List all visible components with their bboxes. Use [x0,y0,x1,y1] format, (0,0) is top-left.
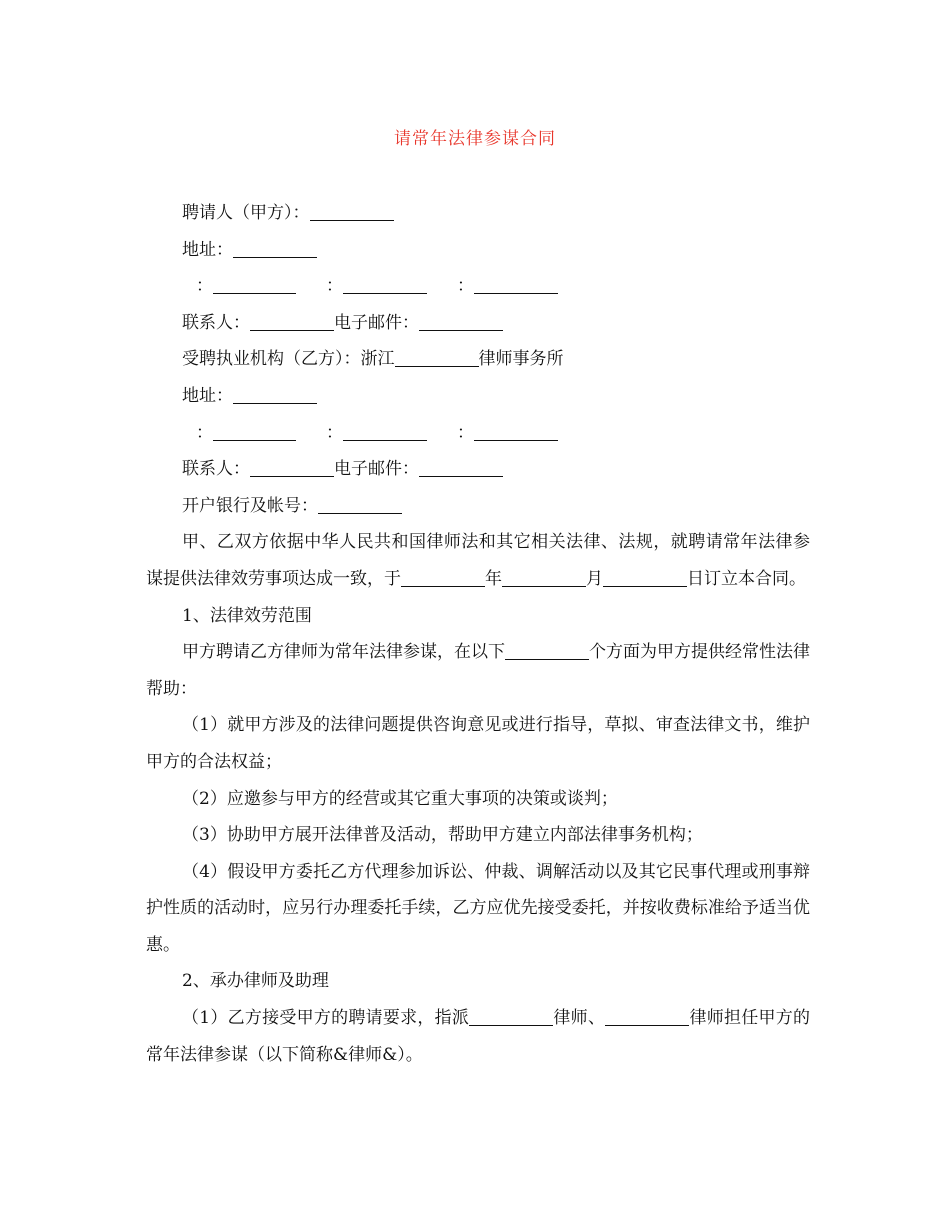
section-1-item-3: （3）协助甲方展开法律普及活动，帮助甲方建立内部法律事务机构； [182,825,703,846]
section-2-item-1: （1）乙方接受甲方的聘请要求，指派 律师、 律师担任甲方的常年法律参谋（以下简称&律师&）。 [146,1008,810,1065]
preamble-paragraph: 甲、乙双方依据中华人民共和国律师法和其它相关法律、法规，就聘请常年法律参谋提供法律效劳事项达成一致，于 年 月 日订立本合同。 [146,532,810,589]
party-b-blank-1 [213,422,296,441]
section-1-intro: 甲方聘请乙方律师为常年法律参谋，在以下 个方面为甲方提供经常性法律帮助： [146,642,810,699]
party-b-blank-2 [343,422,427,441]
lawyer-2-blank [605,1007,689,1026]
party-a-blank-2 [343,275,427,294]
section-1-count-blank [505,641,589,660]
party-a-address-blank [233,239,317,258]
contract-body [146,195,810,1073]
section-1-item-2: （2）应邀参与甲方的经营或其它重大事项的决策或谈判； [182,788,618,809]
party-a-hire-line: 聘请人（甲方）： [146,195,810,232]
party-a-contact-blank [250,312,334,331]
section-1-heading: 1、法律效劳范围 [182,605,312,626]
party-a-blank-1 [213,275,296,294]
preamble-day-blank [603,568,687,587]
party-b-firm-line: 受聘执业机构（乙方）：浙江 律师事务所 [182,349,564,370]
party-b-email-blank [419,458,503,477]
party-b-firm-blank [395,348,479,367]
preamble-month-blank [502,568,586,587]
contract-title: 请常年法律参谋合同 [394,129,556,149]
preamble-year-blank [401,568,485,587]
party-b-contact-line: 联系人： 电子邮件： [146,451,810,488]
party-a-email-blank [419,312,503,331]
party-b-bank-line: 开户银行及帐号： [146,488,810,525]
lawyer-1-blank [469,1007,553,1026]
section-1-item-4: （4）假设甲方委托乙方代理参加诉讼、仲裁、调解活动以及其它民事代理或刑事辩护性质的活动时，应另行办理委托手续，乙方应优先接受委托，并按收费标准给予适当优惠。 [146,861,810,955]
party-b-contact-blank [250,458,334,477]
party-a-address-line: 地址： [146,232,810,269]
party-b-address-line: 地址： [146,378,810,415]
party-b-bank-blank [318,495,402,514]
party-a-colon-row: ： ： ： [146,268,810,305]
party-a-contact-line: 联系人： 电子邮件： [146,305,810,342]
party-a-blank-3 [474,275,558,294]
section-2-heading: 2、承办律师及助理 [182,971,329,992]
party-b-colon-row: ： ： ： [146,415,810,452]
party-b-blank-3 [474,422,558,441]
party-b-address-blank [233,385,317,404]
party-a-name-blank [310,202,394,221]
section-1-item-1: （1）就甲方涉及的法律问题提供咨询意见或进行指导，草拟、审查法律文书，维护甲方的合法权益； [146,715,810,772]
